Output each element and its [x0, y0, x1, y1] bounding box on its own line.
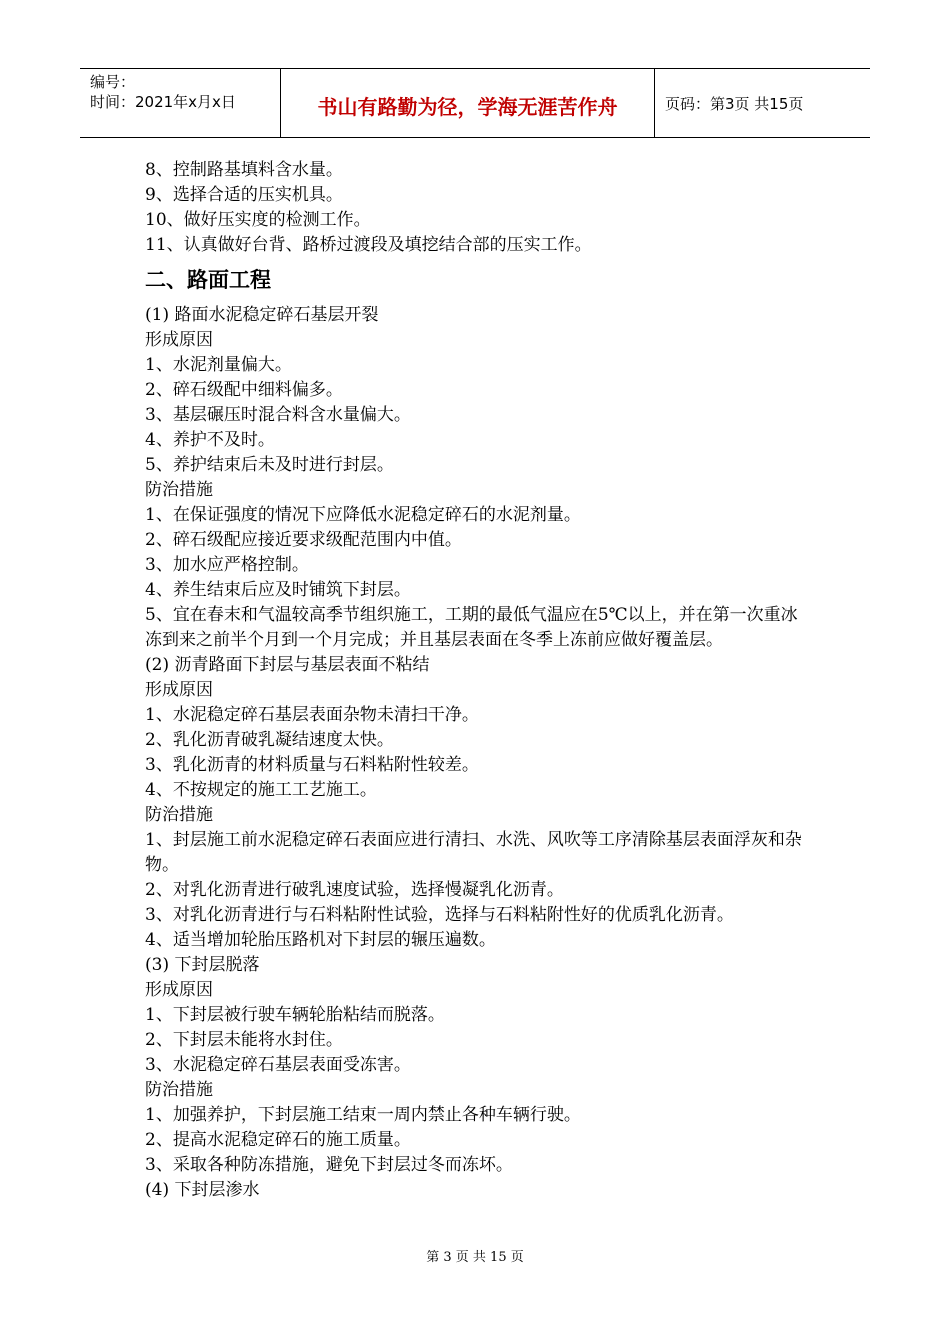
document-number-label: 编号：	[90, 73, 136, 91]
list-item: 4、养护不及时。	[145, 430, 275, 450]
subheading: 形成原因	[145, 330, 213, 350]
list-item: 3、加水应严格控制。	[145, 555, 309, 575]
list-item: 2、碎石级配应接近要求级配范围内中值。	[145, 530, 462, 550]
list-item: 3、对乳化沥青进行与石料粘附性试验，选择与石料粘附性好的优质乳化沥青。	[145, 905, 734, 925]
list-item: 2、对乳化沥青进行破乳速度试验，选择慢凝乳化沥青。	[145, 880, 564, 900]
list-item: 2、下封层未能将水封住。	[145, 1030, 343, 1050]
list-item: 4、适当增加轮胎压路机对下封层的辗压遍数。	[145, 930, 496, 950]
document-body	[145, 158, 810, 1203]
header-motto: 书山有路勤为径，学海无涯苦作舟	[317, 95, 618, 119]
subheading: 形成原因	[145, 980, 213, 1000]
list-item: 5、养护结束后未及时进行封层。	[145, 455, 394, 475]
list-item: 3、基层碾压时混合料含水量偏大。	[145, 405, 411, 425]
header-motto-cell	[281, 69, 655, 137]
header-info-cell	[80, 69, 281, 137]
list-item: 3、采取各种防冻措施，避免下封层过冬而冻坏。	[145, 1155, 513, 1175]
subsection-title: (4) 下封层渗水	[145, 1180, 260, 1200]
subsection-title: (2) 沥青路面下封层与基层表面不粘结	[145, 655, 430, 675]
subheading: 防治措施	[145, 805, 213, 825]
list-item: 4、养生结束后应及时铺筑下封层。	[145, 580, 411, 600]
list-item: 3、水泥稳定碎石基层表面受冻害。	[145, 1055, 411, 1075]
subsection-title: (1) 路面水泥稳定碎石基层开裂	[145, 305, 379, 325]
list-item: 9、选择合适的压实机具。	[145, 185, 343, 205]
list-item: 2、乳化沥青破乳凝结速度太快。	[145, 730, 394, 750]
subsection-title: (3) 下封层脱落	[145, 955, 260, 975]
list-item: 3、乳化沥青的材料质量与石料粘附性较差。	[145, 755, 479, 775]
section-heading: 二、路面工程	[145, 268, 271, 292]
list-item: 4、不按规定的施工工艺施工。	[145, 780, 377, 800]
header-page-cell	[655, 69, 870, 137]
list-item: 1、水泥剂量偏大。	[145, 355, 292, 375]
page-footer: 第 3 页 共 15 页	[426, 1250, 524, 1265]
subheading: 防治措施	[145, 1080, 213, 1100]
list-item: 1、水泥稳定碎石基层表面杂物未清扫干净。	[145, 705, 479, 725]
list-item: 2、提高水泥稳定碎石的施工质量。	[145, 1130, 411, 1150]
list-item: 2、碎石级配中细料偏多。	[145, 380, 343, 400]
list-item: 10、做好压实度的检测工作。	[145, 210, 371, 230]
header-page-number: 页码：第3页 共15页	[665, 95, 804, 113]
page-header	[80, 68, 870, 138]
list-item: 11、认真做好台背、路桥过渡段及填挖结合部的压实工作。	[145, 235, 592, 255]
list-item: 1、封层施工前水泥稳定碎石表面应进行清扫、水洗、风吹等工序清除基层表面浮灰和杂物。	[145, 830, 802, 875]
list-item: 1、下封层被行驶车辆轮胎粘结而脱落。	[145, 1005, 445, 1025]
subheading: 防治措施	[145, 480, 213, 500]
list-item: 1、在保证强度的情况下应降低水泥稳定碎石的水泥剂量。	[145, 505, 581, 525]
list-item: 8、控制路基填料含水量。	[145, 160, 343, 180]
list-item: 5、宜在春末和气温较高季节组织施工，工期的最低气温应在5℃以上，并在第一次重冰冻到来之前半个月到一个月完成；并且基层表面在冬季上冻前应做好覆盖层。	[145, 605, 798, 650]
document-time-label: 时间：2021年x月x日	[90, 93, 236, 111]
list-item: 1、加强养护，下封层施工结束一周内禁止各种车辆行驶。	[145, 1105, 581, 1125]
subheading: 形成原因	[145, 680, 213, 700]
